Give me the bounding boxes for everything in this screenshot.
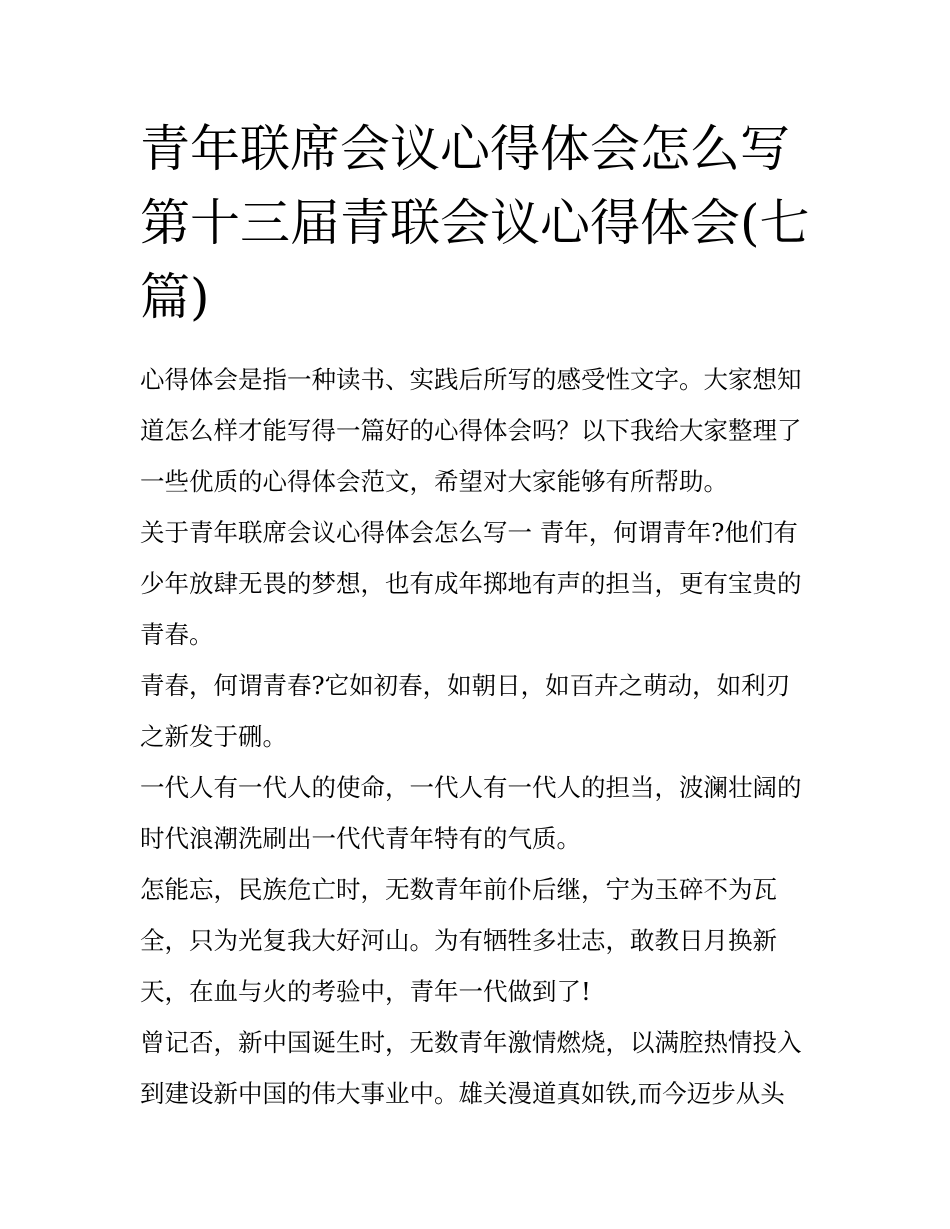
text-line: 怎能忘，民族危亡时，无数青年前仆后继，宁为玉碎不为瓦 <box>140 875 777 904</box>
body-paragraph <box>140 762 820 864</box>
text-line: 曾记否，新中国诞生时，无数青年激情燃烧，以满腔热情投入 <box>140 1028 802 1057</box>
text-line: 少年放肆无畏的梦想，也有成年掷地有声的担当，更有宝贵的 <box>140 569 802 598</box>
title-line: 青年联席会议心得体会怎么写 <box>140 120 790 178</box>
text-line: 一些优质的心得体会范文，希望对大家能够有所帮助。 <box>140 467 728 496</box>
text-line: 天，在血与火的考验中，青年一代做到了! <box>140 977 591 1006</box>
text-line: 到建设新中国的伟大事业中。雄关漫道真如铁,而今迈步从头 <box>140 1079 785 1108</box>
body-paragraph <box>140 660 820 762</box>
document-title <box>140 112 820 334</box>
text-line: 关于青年联席会议心得体会怎么写一 青年，何谓青年?他们有 <box>140 518 798 547</box>
text-line: 时代浪潮洗刷出一代代青年特有的气质。 <box>140 824 581 853</box>
title-line: 第十三届青联会议心得体会(七 <box>140 194 810 252</box>
text-line: 青春。 <box>140 620 214 649</box>
body-paragraph <box>140 1017 820 1119</box>
text-line: 之新发于硎。 <box>140 722 287 751</box>
text-line: 道怎么样才能写得一篇好的心得体会吗？以下我给大家整理了 <box>140 416 802 445</box>
intro-paragraph <box>140 354 820 507</box>
body-paragraph <box>140 507 820 660</box>
text-line: 全，只为光复我大好河山。为有牺牲多壮志，敢教日月换新 <box>140 926 777 955</box>
title-line: 篇) <box>140 268 210 326</box>
text-line: 青春，何谓青春?它如初春，如朝日，如百卉之萌动，如利刃 <box>140 671 791 700</box>
text-line: 一代人有一代人的使命，一代人有一代人的担当，波澜壮阔的 <box>140 773 802 802</box>
document-body <box>140 354 820 1119</box>
body-paragraph <box>140 864 820 1017</box>
text-line: 心得体会是指一种读书、实践后所写的感受性文字。大家想知 <box>140 365 802 394</box>
